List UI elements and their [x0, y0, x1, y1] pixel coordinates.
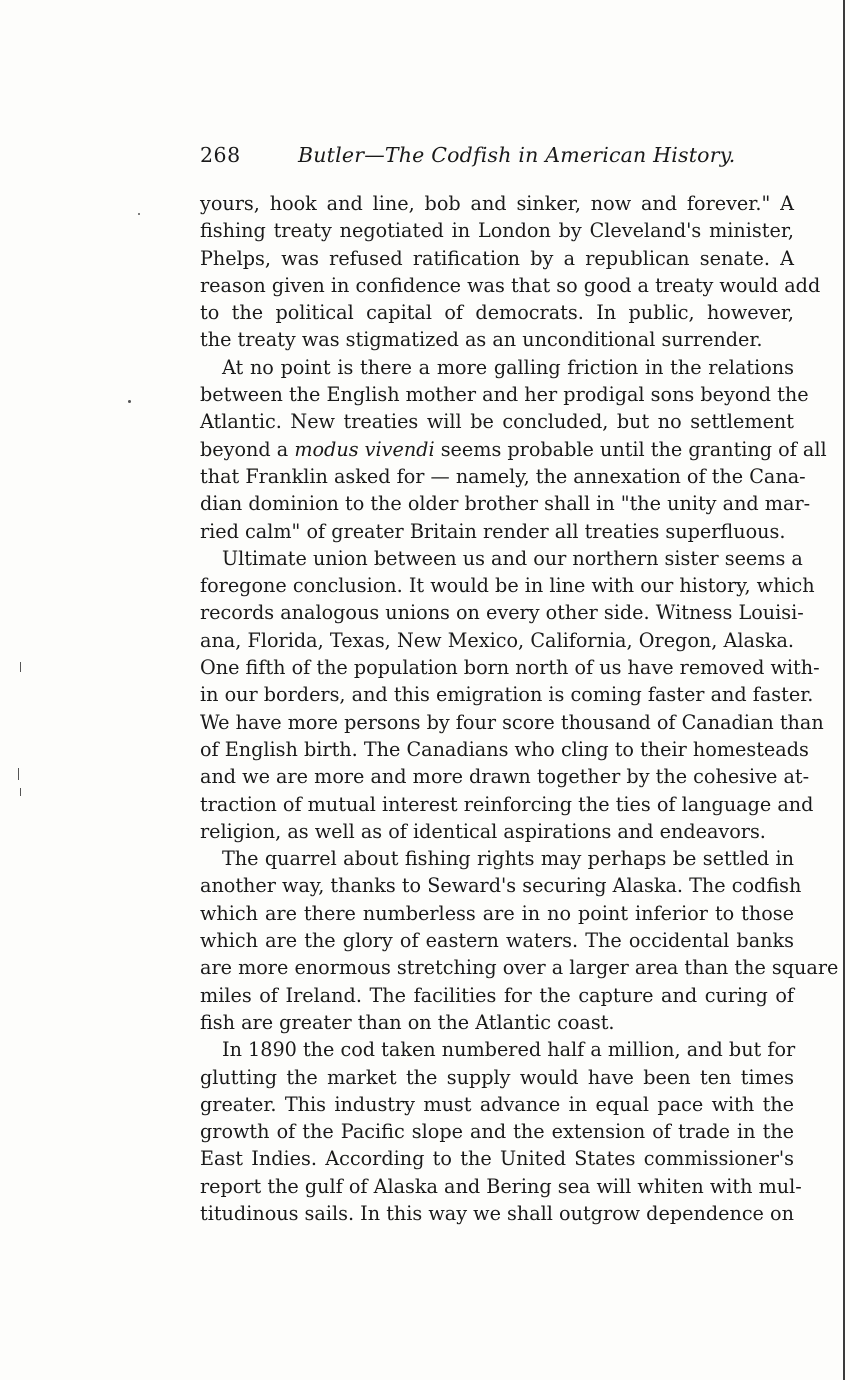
paragraph — [200, 354, 827, 545]
text-line: that Franklin asked for — namely, the annexation of the Cana- — [200, 464, 806, 488]
text-line: greater. This industry must advance in equal pace with the — [200, 1092, 794, 1116]
text-line: glutting the market the supply would have been ten times — [200, 1065, 794, 1089]
text-line: another way, thanks to Seward's securing Alaska. The codfish — [200, 874, 802, 898]
text-line: which are the glory of eastern waters. The occidental banks — [200, 929, 794, 953]
scan-speck — [138, 213, 140, 215]
text-line: beyond a modus vivendi seems probable until the granting of all — [200, 437, 827, 461]
text-line: traction of mutual interest reinforcing the ties of language and — [200, 792, 814, 816]
text-line: Ultimate union between us and our northern sister seems a — [222, 546, 803, 570]
text-line: At no point is there a more galling friction in the relations — [222, 355, 794, 379]
text-line: East Indies. According to the United States commissioner's — [200, 1147, 794, 1171]
text-line: We have more persons by four score thousand of Canadian than — [200, 710, 824, 734]
text-line: ried calm" of greater Britain render all treaties superfluous. — [200, 519, 786, 543]
running-head-title: Butler—The Codfish in American History. — [298, 143, 736, 167]
text-line: Phelps, was refused ratification by a republican senate. A — [200, 246, 794, 270]
body-text — [200, 190, 839, 1227]
text-line: titudinous sails. In this way we shall outgrow dependence on — [200, 1201, 794, 1225]
text-line: growth of the Pacific slope and the extension of trade in the — [200, 1120, 794, 1144]
paragraph — [200, 845, 839, 1036]
text-line: the treaty was stigmatized as an unconditional surrender. — [200, 328, 763, 352]
text-line: in our borders, and this emigration is coming faster and faster. — [200, 683, 814, 707]
text-line: foregone conclusion. It would be in line with our history, which — [200, 574, 815, 598]
text-line: records analogous unions on every other side. Witness Louisi- — [200, 601, 804, 625]
scan-speck — [20, 662, 21, 672]
paragraph — [200, 1036, 802, 1227]
text-line: dian dominion to the older brother shall in "the unity and mar- — [200, 492, 811, 516]
running-header — [200, 143, 794, 173]
text-line: miles of Ireland. The facilities for the capture and curing of — [200, 983, 794, 1007]
text-line: of English birth. The Canadians who cling to their homesteads — [200, 737, 809, 761]
text-line: reason given in confidence was that so good a treaty would add — [200, 273, 821, 297]
text-line: The quarrel about fishing rights may perhaps be settled in — [222, 847, 794, 871]
paragraph — [200, 545, 824, 845]
text-line: ana, Florida, Texas, New Mexico, California, Oregon, Alaska. — [200, 628, 794, 652]
text-line: to the political capital of democrats. In public, however, — [200, 301, 794, 325]
text-line: between the English mother and her prodigal sons beyond the — [200, 383, 809, 407]
text-line: One fifth of the population born north of us have removed with- — [200, 656, 820, 680]
text-line: yours, hook and line, bob and sinker, now and forever." A — [200, 192, 794, 215]
paragraph — [200, 190, 821, 354]
text-line: and we are more and more drawn together by the cohesive at- — [200, 765, 810, 789]
scan-speck — [128, 400, 131, 403]
text-line: report the gulf of Alaska and Bering sea will whiten with mul- — [200, 1174, 802, 1198]
text-line: religion, as well as of identical aspirations and endeavors. — [200, 819, 766, 843]
text-line: fishing treaty negotiated in London by Cleveland's minister, — [200, 219, 794, 243]
text-line: are more enormous stretching over a larger area than the square — [200, 956, 839, 980]
text-line: Atlantic. New treaties will be concluded, but no settlement — [200, 410, 794, 434]
page-number: 268 — [200, 143, 241, 167]
page-edge-border — [843, 0, 845, 1380]
scan-speck — [18, 768, 19, 780]
text-line: fish are greater than on the Atlantic coast. — [200, 1010, 615, 1034]
text-line: In 1890 the cod taken numbered half a million, and but for — [222, 1038, 796, 1062]
text-line: which are there numberless are in no point inferior to those — [200, 901, 794, 925]
scan-speck — [20, 788, 21, 796]
